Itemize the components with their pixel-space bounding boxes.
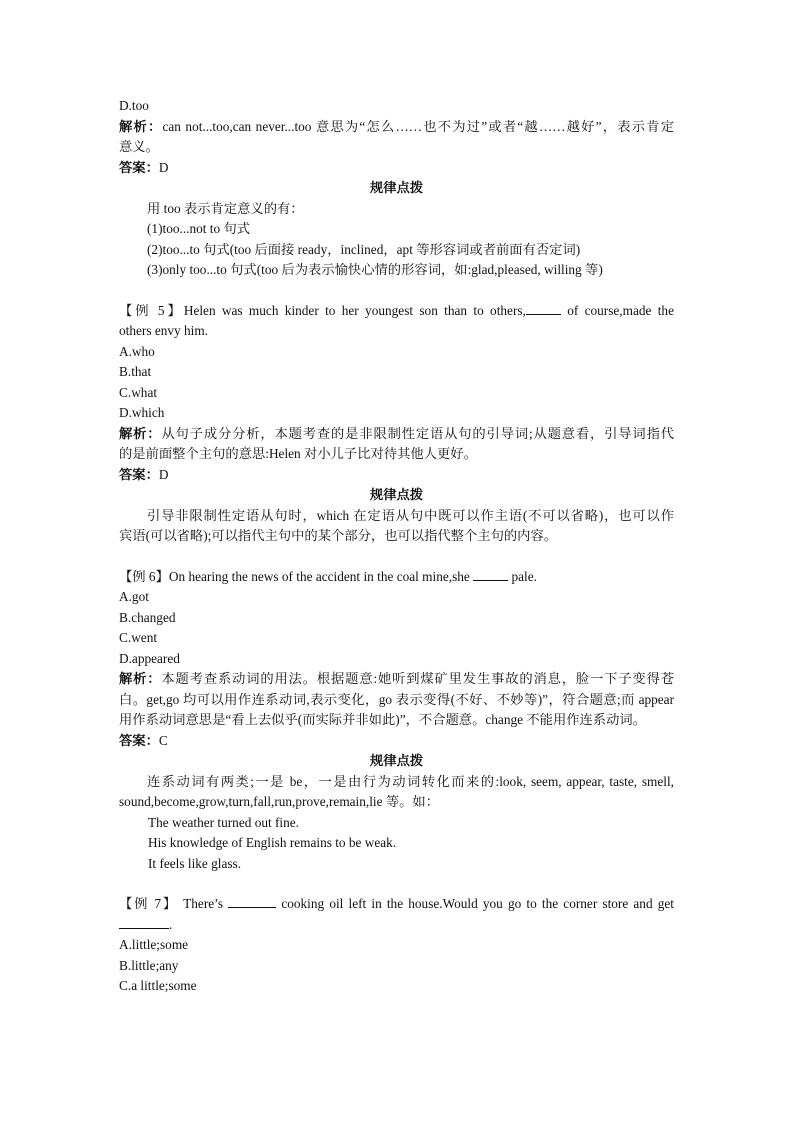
rule-title: 规律点拨 <box>369 487 424 502</box>
answer-label: 答案： <box>119 732 159 748</box>
option: C.what <box>119 384 158 400</box>
example-sentence: It feels like glass. <box>148 855 242 871</box>
answer-blank <box>526 301 561 315</box>
explanation-line <box>119 117 674 138</box>
explanation-line <box>119 669 674 690</box>
question-line: others envy him. <box>119 323 209 338</box>
spacer <box>119 281 674 301</box>
option: A.got <box>119 589 149 604</box>
explanation-label: 解析： <box>119 671 162 686</box>
answer-blank <box>119 915 169 929</box>
answer-label: 答案： <box>119 466 159 482</box>
explanation-line: 白。get,go 均可以用作连系动词,表示变化，go 表示变得(不好、不妙等)”，符合题意;而 appear <box>119 691 674 707</box>
option: C.went <box>119 630 158 645</box>
option-d: D.too <box>119 98 149 113</box>
explanation-line: 意义。 <box>119 139 159 154</box>
question-text: Helen was much kinder to her youngest son than to others, <box>183 302 526 318</box>
example-sentence: His knowledge of English remains to be weak. <box>148 835 397 850</box>
question-text: pale. <box>508 568 537 584</box>
rule-line: (1)too...not to 句式 <box>147 221 251 236</box>
answer-label: 答案： <box>119 159 159 175</box>
rule-line: (2)too...to 句式(too 后面接 ready，inclined，apt 等形容词或者前面有否定词) <box>147 241 581 257</box>
rule-line: 连系动词有两类;一是 be，一是由行为动词转化而来的:look, seem, appear, taste, smell, <box>147 773 674 789</box>
question-text: There’s <box>178 896 224 911</box>
explanation-label: 解析： <box>119 118 163 134</box>
answer-value: D <box>158 159 169 175</box>
option: B.little;any <box>119 957 179 973</box>
option: B.that <box>119 364 152 379</box>
option: C.a little;some <box>119 978 197 993</box>
option: D.which <box>119 405 165 420</box>
explanation-text: 本题考查系动词的用法。根据题意:她听到煤矿里发生事故的消息，脸一下子变得苍 <box>161 671 675 686</box>
rule-title: 规律点拨 <box>369 753 424 768</box>
question-line <box>119 915 674 936</box>
option: B.changed <box>119 609 176 625</box>
option: A.who <box>119 343 155 359</box>
option: D.appeared <box>119 650 180 666</box>
answer-value: C <box>158 732 168 748</box>
answer-blank <box>228 894 276 908</box>
explanation-text: 从句子成分分析，本题考查的是非限制性定语从句的引导词;从题意看，引导词指代 <box>161 425 675 441</box>
explanation-line <box>119 424 674 445</box>
explanation-line: 用作系动词意思是“看上去似乎(而实际并非如此)”，不合题意。change 不能用作连系动词。 <box>119 712 647 727</box>
answer-line <box>119 731 674 752</box>
explanation-line: 的是前面整个主句的意思:Helen 对小儿子比对待其他人更好。 <box>119 446 477 461</box>
rule-line: 引导非限制性定语从句时，which 在定语从句中既可以作主语(不可以省略)，也可以作 <box>147 507 674 523</box>
question-text: On hearing the news of the accident in the coal mine,she <box>168 568 470 584</box>
rule-line: sound,become,grow,turn,fall,run,prove,remain,lie 等。如： <box>119 794 440 809</box>
option: A.little;some <box>119 937 189 952</box>
example-label: 【例 5】 <box>119 302 184 318</box>
answer-value: D <box>158 466 169 482</box>
rule-line: 用 too 表示肯定意义的有： <box>147 200 304 216</box>
document-body <box>119 96 674 997</box>
example-label: 【例 6】 <box>119 568 169 584</box>
explanation-label: 解析： <box>119 425 162 441</box>
example-sentence: The weather turned out fine. <box>148 814 300 830</box>
answer-blank <box>473 567 508 581</box>
question-line <box>119 567 674 588</box>
rule-line: (3)only too...to 句式(too 后为表示愉快心情的形容词，如:glad,pleased, willing 等) <box>147 262 603 277</box>
rule-title: 规律点拨 <box>369 180 424 195</box>
spacer <box>119 547 674 567</box>
example-label: 【例 7】 <box>119 896 178 911</box>
explanation-text: can not...too,can never...too 意思为“怎么……也不为过”或者“越……越好”，表示肯定 <box>162 118 674 134</box>
question-line <box>119 894 674 915</box>
rule-line: 宾语(可以省略);可以指代主句中的某个部分，也可以指代整个主句的内容。 <box>119 528 558 543</box>
question-text: cooking oil left in the house.Would you go to the corner store and get <box>276 896 674 911</box>
question-text: . <box>169 916 173 932</box>
question-text: of course,made the <box>560 302 674 318</box>
answer-line <box>119 465 674 486</box>
answer-line <box>119 158 674 179</box>
spacer <box>119 874 674 894</box>
question-line <box>119 301 674 322</box>
